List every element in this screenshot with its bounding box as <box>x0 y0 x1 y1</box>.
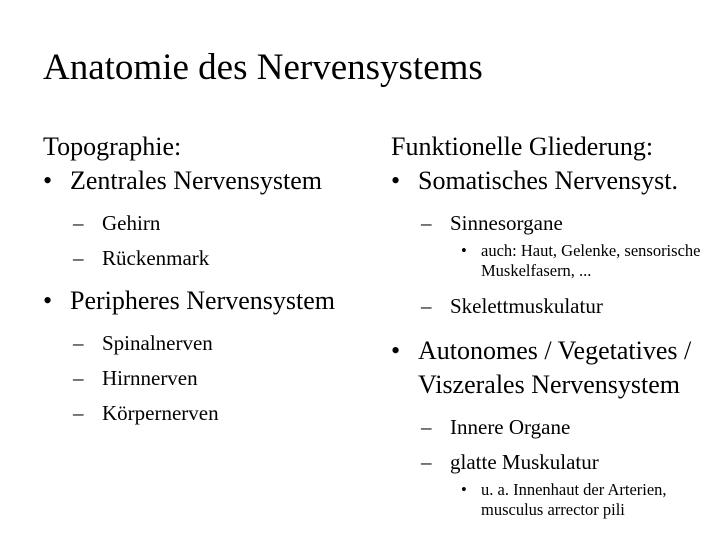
dash-mark: – <box>421 450 432 474</box>
sub-item-text: Skelettmuskulatur <box>450 294 603 318</box>
bullet-mark: • <box>461 480 467 499</box>
detail-text: u. a. Innenhaut der Arterien, musculus arrector pili <box>481 480 667 519</box>
bullet-text: Somatisches Nervensyst. <box>418 166 678 195</box>
sub-item-text: Körpernerven <box>102 401 219 425</box>
dash-mark: – <box>421 211 432 235</box>
bullet-peripheral-nervous-system <box>43 284 373 318</box>
dash-mark: – <box>421 294 432 318</box>
sub-item-skeletal-muscles <box>391 289 716 324</box>
bullet-text: Peripheres Nervensystem <box>70 286 335 315</box>
right-heading: Funktionelle Gliederung: <box>391 132 654 161</box>
bullet-mark: • <box>43 166 53 195</box>
bullet-central-nervous-system <box>43 164 373 198</box>
sub-item-cranial-nerves <box>43 361 373 396</box>
bullet-mark: • <box>391 166 401 195</box>
bullet-mark: • <box>391 336 401 365</box>
bullet-text: Zentrales Nervensystem <box>70 166 322 195</box>
sub-item-smooth-muscles <box>391 445 716 480</box>
detail-sense-organs <box>391 241 716 281</box>
dash-mark: – <box>421 415 432 439</box>
bullet-mark: • <box>43 286 53 315</box>
bullet-autonomic-nervous-system <box>391 334 716 402</box>
sub-item-text: glatte Muskulatur <box>450 450 599 474</box>
sub-item-body-nerves <box>43 396 373 431</box>
bullet-text: Autonomes / Vegetatives / Viszerales Nervensystem <box>418 336 692 399</box>
sub-item-brain <box>43 206 373 241</box>
sub-item-text: Rückenmark <box>102 246 210 270</box>
bullet-somatic-nervous-system <box>391 164 716 198</box>
sub-item-text: Innere Organe <box>450 415 571 439</box>
dash-mark: – <box>73 401 84 425</box>
sub-item-spinal-nerves <box>43 326 373 361</box>
right-column <box>391 130 716 520</box>
sub-item-internal-organs <box>391 410 716 445</box>
sub-item-spinal-cord <box>43 241 373 276</box>
sub-item-text: Hirnnerven <box>102 366 198 390</box>
slide-title: Anatomie des Nervensystems <box>43 47 483 88</box>
dash-mark: – <box>73 246 84 270</box>
bullet-mark: • <box>461 241 467 260</box>
sub-item-sense-organs <box>391 206 716 241</box>
dash-mark: – <box>73 211 84 235</box>
dash-mark: – <box>73 331 84 355</box>
detail-text: auch: Haut, Gelenke, sensorische Muskelfasern, ... <box>481 241 701 280</box>
sub-item-text: Spinalnerven <box>102 331 213 355</box>
left-heading: Topographie: <box>43 132 182 161</box>
left-column <box>43 130 373 431</box>
detail-smooth-muscles <box>391 480 716 520</box>
sub-item-text: Gehirn <box>102 211 161 235</box>
dash-mark: – <box>73 366 84 390</box>
sub-item-text: Sinnesorgane <box>450 211 563 235</box>
